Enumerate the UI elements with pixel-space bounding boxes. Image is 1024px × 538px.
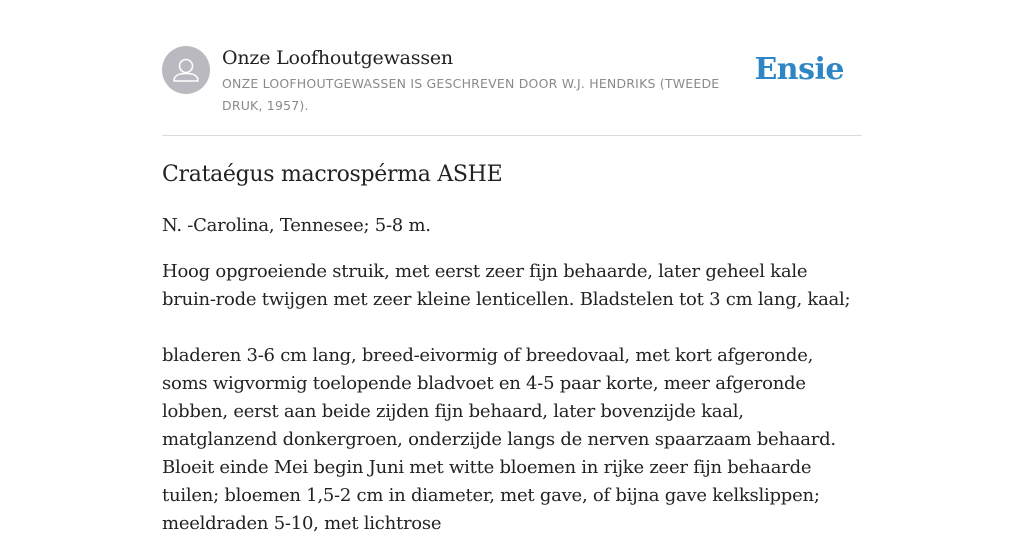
entry-title: Crataégus macrospérma ASHE — [162, 162, 503, 187]
source-header — [162, 46, 862, 136]
entry-content — [162, 158, 862, 538]
user-avatar-icon — [162, 46, 210, 94]
source-title[interactable]: Onze Loofhoutgewassen — [222, 47, 453, 69]
source-description: ONZE LOOFHOUTGEWASSEN IS GESCHREVEN DOOR W.J. HENDRIKS (TWEEDE DRUK, 1957). — [222, 76, 720, 113]
source-info — [222, 46, 762, 117]
ensie-logo[interactable]: Ensie — [754, 52, 844, 87]
entry-paragraph-leaves: bladeren 3-6 cm lang, breed-eivormig of breedovaal, met kort afgeronde, soms wigvormig toelopende bladvoet en 4-5 paar korte, meer afgeronde lobben, eerst aan beide zijden fijn behaard, later bovenzijde kaal, matglanzend donkergroen, onderzijde langs de nerven spaarzaam behaard. Bloeit einde Mei begin Juni met witte bloemen in rijke zeer fijn behaarde tuilen; bloemen 1,5-2 cm in diameter, met gave, of bijna gave kelkslippen; meeldraden 5-10, met lichtrose — [162, 345, 836, 534]
entry-paragraph-locality: N. -Carolina, Tennesee; 5-8 m. — [162, 215, 431, 236]
avatar — [162, 46, 210, 94]
entry-paragraph-description: Hoog opgroeiende struik, met eerst zeer fijn behaarde, later geheel kale bruin-rode twijgen met zeer kleine lenticellen. Bladstelen tot 3 cm lang, kaal; — [162, 261, 851, 310]
